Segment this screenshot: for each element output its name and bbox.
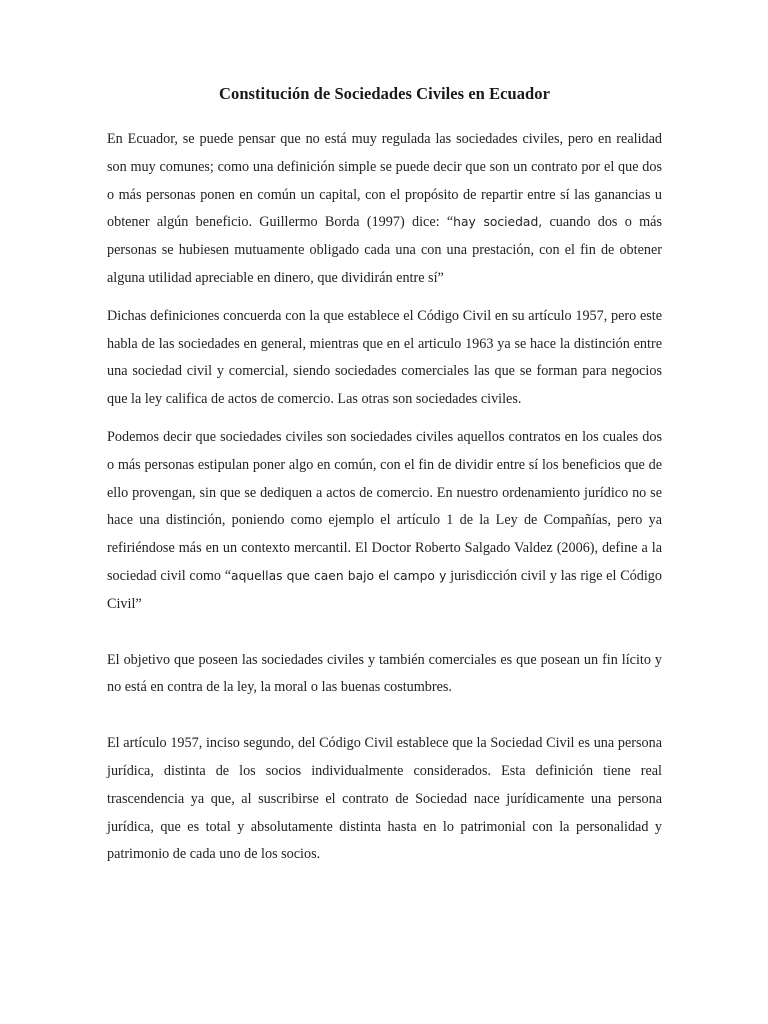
document-page [107, 84, 662, 869]
paragraph-3-quote: aquellas que caen bajo el campo y [231, 568, 447, 583]
paragraph-4: El objetivo que poseen las sociedades civiles y también comerciales es que posean un fin lícito y no está en contra de la ley, la moral o las buenas costumbres. [107, 651, 662, 696]
paragraph-1-quote: hay sociedad, [453, 215, 543, 230]
paragraph-3-text-b: jurisdicción civil y las rige el Código Civil” [107, 567, 662, 612]
document-title: Constitución de Sociedades Civiles en Ecuador [219, 84, 550, 103]
paragraph-2: Dichas definiciones concuerda con la que establece el Código Civil en su artículo 1957, pero este habla de las sociedades en general, mientras que en el articulo 1963 ya se hace la distinción entre una sociedad civil y comercial, siendo sociedades comerciales las que se forman para negocios que la ley califica de actos de comercio. Las otras son sociedades civiles. [107, 307, 662, 408]
paragraph-1 [107, 126, 662, 293]
paragraph-1-text-b: cuando dos o más personas se hubiesen mutuamente obligado cada una con una prestación, con el fin de obtener alguna utilidad apreciable en dinero, que dividirán entre sí” [107, 214, 662, 286]
paragraph-5: El artículo 1957, inciso segundo, del Código Civil establece que la Sociedad Civil es una persona jurídica, distinta de los socios individualmente considerados. Esta definición tiene real trascendencia ya que, al suscribirse el contrato de Sociedad nace jurídicamente una persona jurídica, que es total y absolutamente distinta hasta en lo patrimonial con la personalidad y patrimonio de cada uno de los socios. [107, 735, 662, 863]
paragraph-1-text-a: En Ecuador, se puede pensar que no está muy regulada las sociedades civiles, pero en realidad son muy comunes; como una definición simple se puede decir que son un contrato por el que dos o más personas ponen en común un capital, con el propósito de repartir entre sí las ganancias u obtener algún beneficio. Guillermo Borda (1997) dice: “ [107, 131, 662, 231]
paragraph-3-text-a: Podemos decir que sociedades civiles son sociedades civiles aquellos contratos en los cuales dos o más personas estipulan poner algo en común, con el fin de dividir entre sí los beneficios que de ello provengan, sin que se dediquen a actos de comercio. En nuestro ordenamiento jurídico no se hace una distinción, poniendo como ejemplo el artículo 1 de la Ley de Compañías, pero ya refiriéndose más en un contexto mercantil. El Doctor Roberto Salgado Valdez (2006), define a la sociedad civil como “ [107, 428, 662, 584]
paragraph-3 [107, 424, 662, 619]
